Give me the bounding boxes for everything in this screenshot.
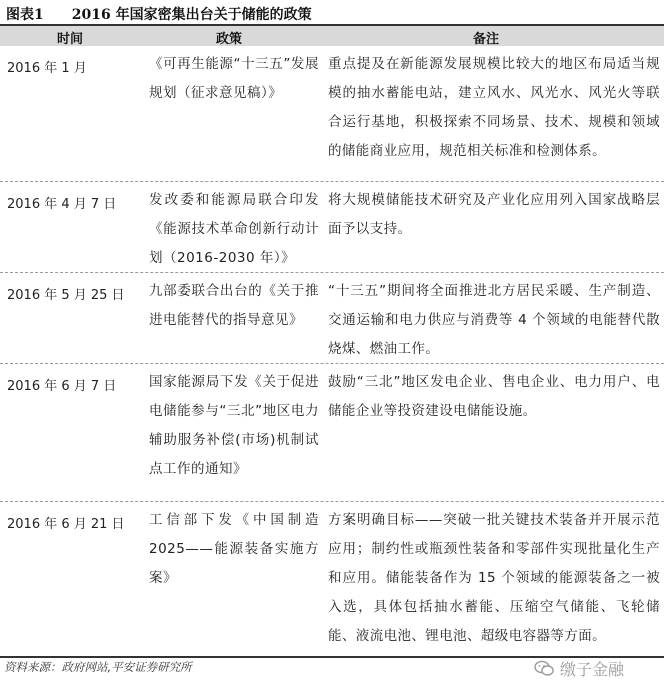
row-date: 2016 年 1 月	[7, 61, 87, 76]
table-row	[0, 364, 664, 500]
row-policy: 《可再生能源“十三五”发展规划（征求意见稿）》	[149, 56, 319, 101]
header-note: 备注	[473, 32, 500, 47]
table-row	[0, 46, 664, 180]
row-note: 将大规模储能技术研究及产业化应用列入国家战略层面予以支持。	[328, 192, 660, 237]
row-policy: 九部委联合出台的《关于推进电能替代的指导意见》	[149, 283, 319, 328]
table-title: 2016 年国家密集出台关于储能的政策	[71, 7, 312, 23]
row-policy: 国家能源局下发《关于促进电储能参与“三北”地区电力辅助服务补偿(市场)机制试点工作的通知》	[149, 374, 319, 477]
watermark-text: 缴子金融	[560, 660, 625, 679]
table-row	[0, 273, 664, 363]
row-date: 2016 年 6 月 7 日	[7, 379, 117, 394]
row-date: 2016 年 4 月 7 日	[7, 197, 117, 212]
row-policy: 发改委和能源局联合印发《能源技术革命创新行动计划（2016-2030 年）》	[149, 192, 319, 266]
table-header	[0, 26, 664, 46]
row-note: “十三五”期间将全面推进北方居民采暖、生产制造、交通运输和电力供应与消费等 4 个领域的电能替代散烧煤、燃油工作。	[328, 283, 660, 357]
watermark	[534, 657, 624, 680]
row-note: 方案明确目标——突破一批关键技术装备并开展示范应用；制约性或瓶颈性装备和零部件实现批量化生产和应用。储能装备作为 15 个领域的能源装备之一被入选，具体包括抽水蓄能、压缩空气储能、飞轮储能、液流电池、锂电池、超级电容器等方面。	[328, 512, 660, 644]
row-date: 2016 年 5 月 25 日	[7, 288, 125, 303]
header-policy: 政策	[216, 32, 243, 47]
table-label: 图表1	[6, 7, 44, 23]
source-note: 资料来源：政府网站,平安证券研究所	[4, 660, 192, 674]
row-note: 鼓励“三北”地区发电企业、售电企业、电力用户、电储能企业等投资建设电储能设施。	[328, 374, 660, 419]
table-row	[0, 182, 664, 272]
row-note: 重点提及在新能源发展规模比较大的地区布局适当规模的抽水蓄能电站，建立风水、风光水、风光火等联合运行基地，积极探索不同场景、技术、规模和领域的储能商业应用，规范相关标准和检测体系。	[328, 56, 660, 159]
wechat-icon	[534, 660, 554, 677]
row-policy: 工信部下发《中国制造2025——能源装备实施方案》	[149, 512, 319, 586]
header-time: 时间	[57, 32, 84, 47]
table-title-bar	[0, 3, 664, 25]
table-row	[0, 502, 664, 656]
row-date: 2016 年 6 月 21 日	[7, 517, 125, 532]
